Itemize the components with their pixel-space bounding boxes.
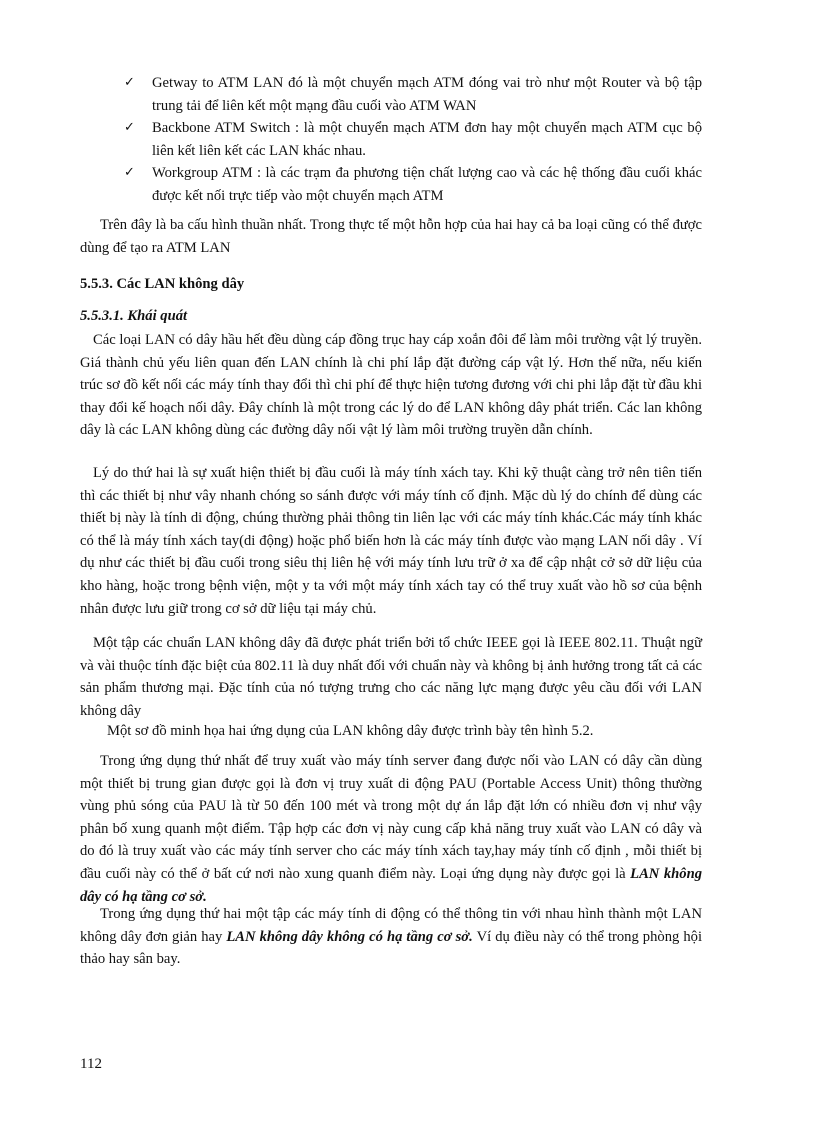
emphasis-term: LAN không dây có hạ tầng cơ sở. <box>80 865 703 905</box>
checkmark-icon: ✓ <box>124 165 135 181</box>
bullet-text: Getway to ATM LAN đó là một chuyển mạch ATM đóng vai trò như một Router và bộ tập trung tải để liên kết một mạng đầu cuối vào ATM WAN <box>152 75 702 114</box>
paragraph-text: Trong ứng dụng thứ nhất để truy xuất vào máy tính server đang được nối vào LAN có dây cần dùng một thiết bị trung gian được gọi là đơn vị truy xuất di động PAU (Portable Access Unit) thông thường vùng phủ sóng của PAU là từ 50 đến 100 mét và trong một dự án lắp đặt lớn có nhiều đơn vị như vậy phân bố xung quanh một điểm. Tập hợp các đơn vị này cung cấp khả năng truy xuất vào LAN có dây và do đó là truy xuất vào các máy tính server cho các máy tính xách tay,hay máy tính cố định , mỗi thiết bị đầu cuối này có thể ở bất cứ nơi nào xung quanh điểm này. Loại ứng dụng này được gọi là <box>80 753 702 882</box>
paragraph-wired-lan: Các loại LAN có dây hầu hết đều dùng cáp đồng trục hay cáp xoắn đôi để làm môi trường vật lý truyền. Giá thành chủ yếu liên quan đến LAN chính là chi phí lắp đặt đường cáp vật lý. Hơn thế nữa, nếu kiến trúc sơ đồ kết nối các máy tính thay đổi thì chi phí để thực hiện tương đương với chi phi lắp đặt từ đầu khi thay đổi kế hoạch nối dây. Đây chính là một trong các lý do để LAN không dây phát triển. Các lan không dây là các LAN không dùng các đường dây nối vật lý làm môi trường truyền dẫn chính. <box>80 332 702 439</box>
checkmark-icon: ✓ <box>124 75 135 90</box>
atm-lan-bullet-list <box>124 72 702 208</box>
bullet-item <box>124 72 702 117</box>
paragraph-text: Ví dụ điều này có thể trong phòng hội thảo hay sân bay. <box>80 928 703 968</box>
section-heading: 5.5.3. Các LAN không dây <box>80 276 245 292</box>
paragraph-laptops: Lý do thứ hai là sự xuất hiện thiết bị đầu cuối là máy tính xách tay. Khi kỹ thuật càng trở nên tiên tiến thì các thiết bị như vây nhanh chóng so sánh được với máy tính cố định. Mặc dù lý do chính để dùng các thiết bị này là tính di động, chúng thường phải thông tin liên lạc với các máy tính khác.Các máy tính khác có thể là máy tính xách tay(di động) hoặc phổ biến hơn là các máy tính được vào mạng LAN nối dây . Ví dụ như các thiết bị đầu cuối trong siêu thị liên hệ với máy tính lưu trữ ở xa để cập nhật cở sở dữ liệu của kho hàng, hoặc trong bệnh viện, một y ta với một máy tính xách tay có thể truy xuất vào hồ sơ của bệnh nhân được lưu giữ trong cơ sở dữ liệu tại máy chủ. <box>80 465 702 617</box>
subsection-heading: 5.5.3.1. Khái quát <box>80 308 188 324</box>
paragraph-adhoc-lan <box>80 903 702 971</box>
checkmark-icon: ✓ <box>124 120 135 136</box>
bullet-text: Workgroup ATM : là các trạm đa phương tiện chất lượng cao và các hệ thống đầu cuối khác được kết nối trực tiếp vào một chuyển mạch ATM <box>152 165 702 204</box>
paragraph-infrastructure-lan <box>80 750 702 908</box>
bullet-item <box>124 117 702 162</box>
paragraph-text: Trong ứng dụng thứ hai một tập các máy tính di động có thể thông tin với nhau hình thành một LAN không dây đơn giản hay <box>80 906 702 945</box>
bullet-text: Backbone ATM Switch : là một chuyển mạch ATM đơn hay một chuyển mạch ATM cục bộ liên kết liên kết các LAN khác nhau. <box>152 120 702 159</box>
bullet-item <box>124 162 702 207</box>
paragraph-ieee-80211: Một tập các chuẩn LAN không dây đã được phát triển bởi tổ chức IEEE gọi là IEEE 802.11. Thuật ngữ và vài thuộc tính đặc biệt của 802.11 là duy nhất đối với chuẩn này và không bị ảnh hưởng trong tất cả các sản phẩm thương mại. Đặc tính của nó tượng trưng cho các năng lực mạng được yêu cầu đối với LAN không dây <box>80 635 702 719</box>
emphasis-term: LAN không dây không có hạ tầng cơ sở. <box>226 928 473 945</box>
intro-paragraph: Trên đây là ba cấu hình thuần nhất. Trong thực tế một hỗn hợp của hai hay cả ba loại cũng có thể được dùng để tạo ra ATM LAN <box>80 217 702 256</box>
page-number: 112 <box>80 1056 102 1072</box>
paragraph-figure-ref: Một sơ đồ minh họa hai ứng dụng của LAN không dây được trình bày tên hình 5.2. <box>107 723 594 739</box>
